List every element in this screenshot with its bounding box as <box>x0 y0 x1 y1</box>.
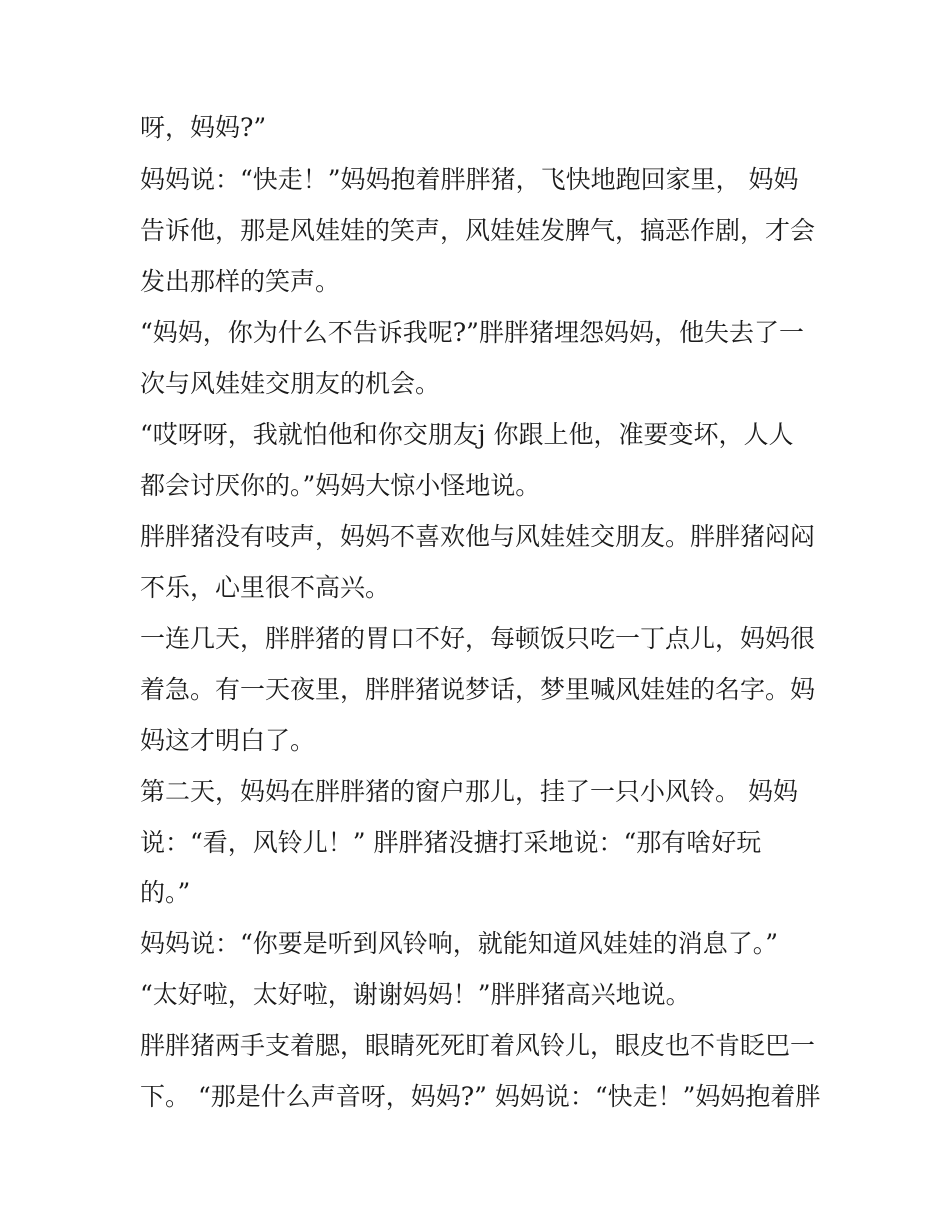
text-line: 一连几天，胖胖猪的胃口不好，每顿饭只吃一丁点儿，妈妈很 <box>140 624 816 653</box>
text-line: 妈这才明白了。 <box>140 726 316 755</box>
text-line: 妈妈说：“你要是听到风铃响，就能知道风娃娃的消息了。” <box>140 929 779 958</box>
text-line: “妈妈，你为什么不告诉我呢?”胖胖猪埋怨妈妈，他失去了一 <box>140 318 804 347</box>
text-line: 下。 “那是什么声音呀，妈妈?” 妈妈说：“快走！”妈妈抱着胖 <box>140 1082 821 1111</box>
text-line: 次与风娃娃交朋友的机会。 <box>140 369 441 398</box>
text-line: “哎呀呀，我就怕他和你交朋友j 你跟上他，准要变坏，人人 <box>140 420 794 449</box>
text-line: 不乐，心里很不高兴。 <box>140 573 391 602</box>
text-line: 说：“看，风铃儿！” 胖胖猪没搪打采地说：“那有啥好玩 <box>140 828 762 857</box>
text-line: 呀，妈妈?” <box>140 113 267 142</box>
text-line: 胖胖猪两手支着腮，眼睛死死盯着风铃儿，眼皮也不肯眨巴一 <box>140 1031 816 1060</box>
text-line: 发出那样的笑声。 <box>140 267 341 296</box>
text-line: 都会讨厌你的。”妈妈大惊小怪地说。 <box>140 471 541 500</box>
text-line: 着急。有一天夜里，胖胖猪说梦话，梦里喊风娃娃的名字。妈 <box>140 675 816 704</box>
text-line: “太好啦，太好啦，谢谢妈妈！”胖胖猪高兴地说。 <box>140 980 691 1009</box>
text-line: 告诉他，那是风娃娃的笑声，风娃娃发脾气，搞恶作剧，才会 <box>140 216 816 245</box>
text-line: 第二天，妈妈在胖胖猪的窗户那儿，挂了一只小风铃。 妈妈 <box>140 777 798 806</box>
text-line: 的。” <box>140 878 191 907</box>
text-line: 妈妈说：“快走！”妈妈抱着胖胖猪，飞快地跑回家里， 妈妈 <box>140 165 799 194</box>
text-line: 胖胖猪没有吱声，妈妈不喜欢他与风娃娃交朋友。胖胖猪闷闷 <box>140 522 816 551</box>
